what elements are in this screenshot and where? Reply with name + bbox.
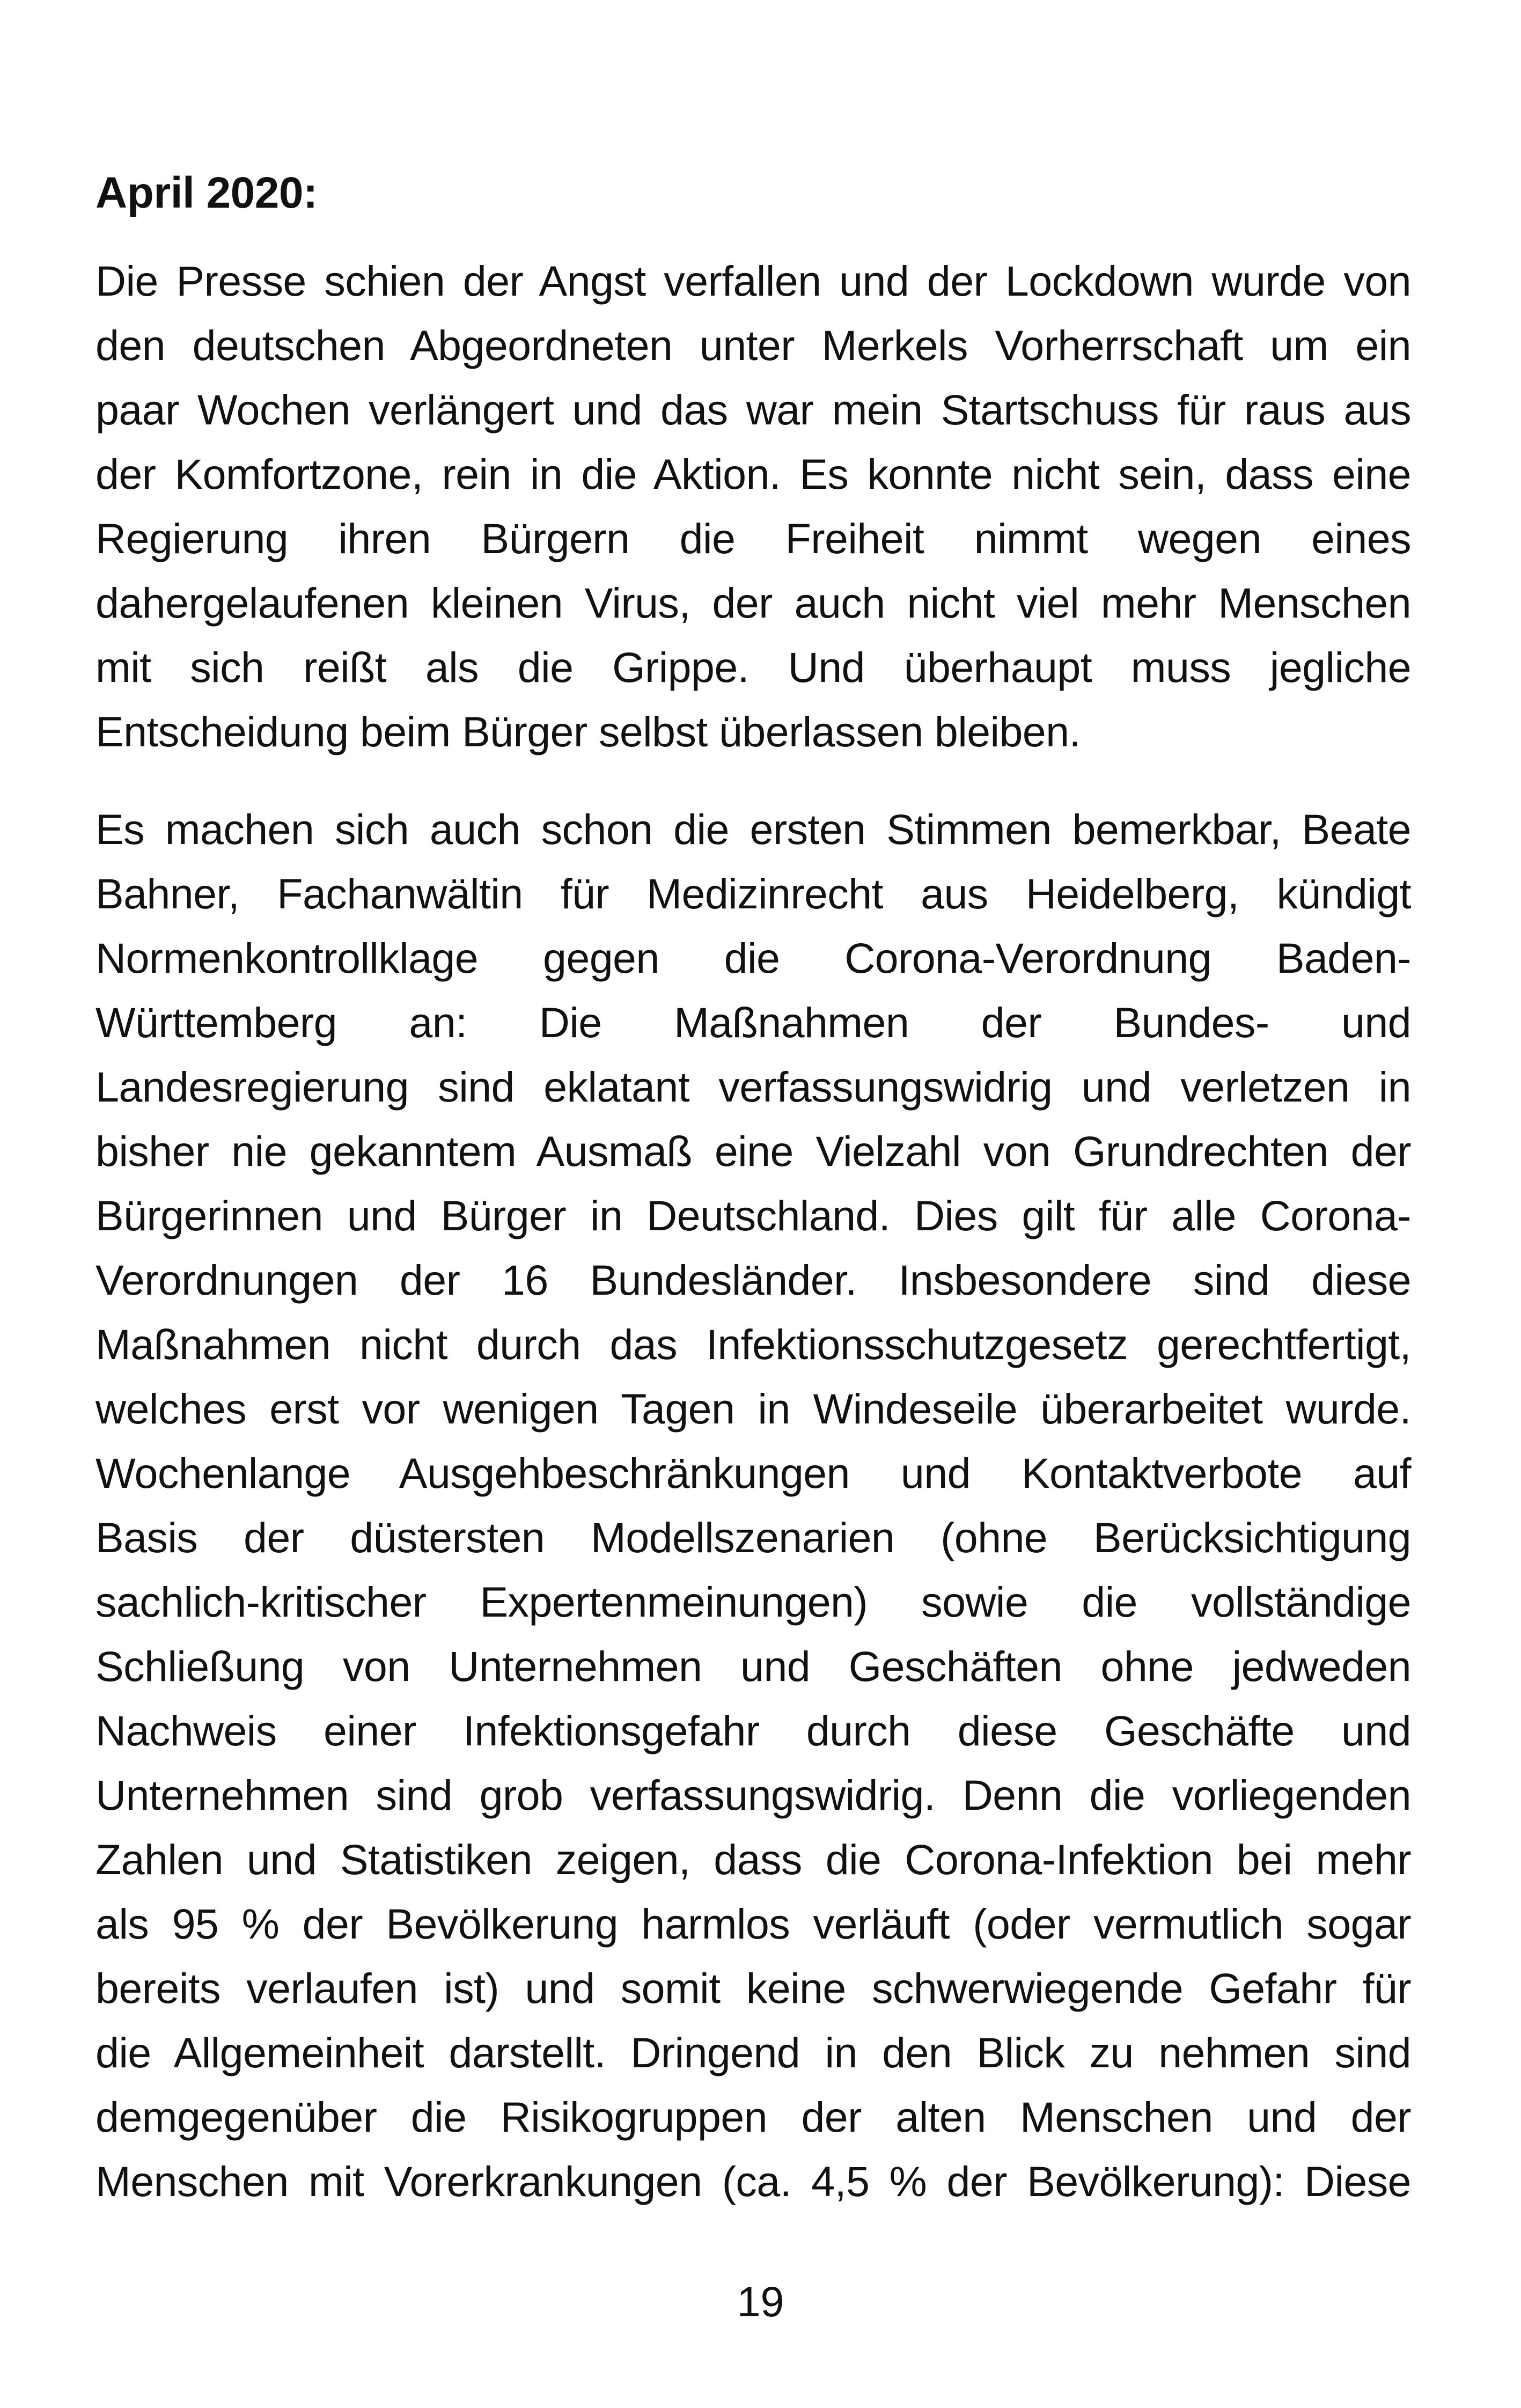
text-line: bisher nie gekanntem Ausmaß eine Vielzahl von Grundrechten der — [95, 1127, 1411, 1175]
text-line: Basis der düstersten Modellszenarien (ohne Berücksichtigung — [95, 1514, 1411, 1561]
text-line: sachlich-kritischer Expertenmeinungen) sowie die vollständige — [95, 1578, 1411, 1626]
text-line: paar Wochen verlängert und das war mein Startschuss für raus aus — [95, 386, 1411, 434]
text-line: Landesregierung sind eklatant verfassungswidrig und verletzen in — [95, 1063, 1411, 1111]
text-line: den deutschen Abgeordneten unter Merkels Vorherrschaft um ein — [95, 321, 1411, 369]
text-line: Zahlen und Statistiken zeigen, dass die Corona-Infektion bei mehr — [95, 1836, 1411, 1883]
page-number: 19 — [737, 2278, 784, 2325]
paragraph-1 — [95, 249, 1411, 764]
text-line: Bürgerinnen und Bürger in Deutschland. Dies gilt für alle Corona- — [95, 1192, 1411, 1239]
text-line: mit sich reißt als die Grippe. Und überhaupt muss jegliche — [95, 643, 1411, 691]
document-page — [95, 161, 1411, 2247]
text-line: Es machen sich auch schon die ersten Stimmen bemerkbar, Beate — [95, 805, 1411, 853]
text-line: Die Presse schien der Angst verfallen und der Lockdown wurde von — [95, 257, 1411, 305]
text-line: Regierung ihren Bürgern die Freiheit nimmt wegen eines — [95, 515, 1411, 562]
text-line: Wochenlange Ausgehbeschränkungen und Kontaktverbote auf — [95, 1449, 1411, 1497]
text-line: bereits verlaufen ist) und somit keine schwerwiegende Gefahr für — [95, 1964, 1411, 2012]
text-line: Normenkontrollklage gegen die Corona-Verordnung Baden- — [95, 934, 1411, 982]
text-line: Verordnungen der 16 Bundesländer. Insbesondere sind diese — [95, 1256, 1411, 1304]
text-line: die Allgemeinheit darstellt. Dringend in den Blick zu nehmen sind — [95, 2029, 1411, 2076]
text-line: Maßnahmen nicht durch das Infektionsschutzgesetz gerechtfertigt, — [95, 1320, 1411, 1368]
text-line: welches erst vor wenigen Tagen in Windeseile überarbeitet wurde. — [95, 1385, 1411, 1433]
text-line: Württemberg an: Die Maßnahmen der Bundes- und — [95, 999, 1411, 1046]
text-line: Entscheidung beim Bürger selbst überlassen bleiben. — [95, 708, 1081, 755]
text-line: Menschen mit Vorerkrankungen (ca. 4,5 % der Bevölkerung): Diese — [95, 2157, 1411, 2205]
section-heading: April 2020: — [95, 168, 318, 217]
paragraph-2 — [95, 797, 1411, 2214]
text-line: als 95 % der Bevölkerung harmlos verläuft (oder vermutlich sogar — [95, 1900, 1411, 1948]
text-line: Schließung von Unternehmen und Geschäften ohne jedweden — [95, 1642, 1411, 1690]
text-line: demgegenüber die Risikogruppen der alten Menschen und der — [95, 2093, 1411, 2141]
text-line: Bahner, Fachanwältin für Medizinrecht aus Heidelberg, kündigt — [95, 870, 1411, 917]
text-line: Unternehmen sind grob verfassungswidrig. Denn die vorliegenden — [95, 1771, 1411, 1819]
text-line: Nachweis einer Infektionsgefahr durch diese Geschäfte und — [95, 1707, 1411, 1754]
text-line: dahergelaufenen kleinen Virus, der auch nicht viel mehr Menschen — [95, 579, 1411, 627]
text-line: der Komfortzone, rein in die Aktion. Es konnte nicht sein, dass eine — [95, 450, 1411, 498]
